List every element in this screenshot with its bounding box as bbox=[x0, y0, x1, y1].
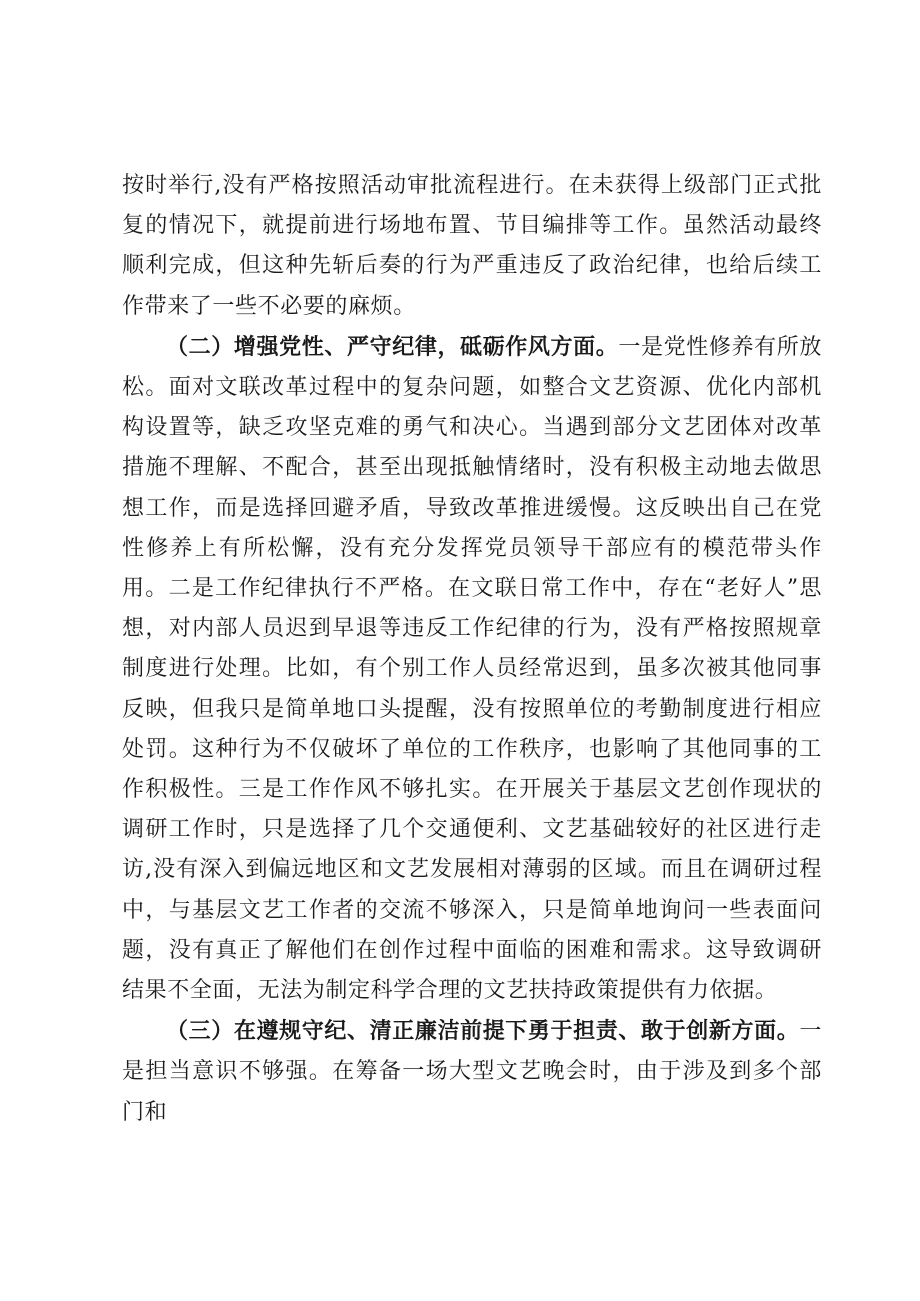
paragraph-continuation bbox=[122, 166, 822, 327]
paragraph-text: 一是党性修养有所放松。面对文联改革过程中的复杂问题，如整合文艺资源、优化内部机构设置等，缺乏攻坚克难的勇气和决心。当遇到部分文艺团体对改革措施不理解、不配合，甚至出现抵触情绪时，没有积极主动地去做思想工作，而是选择回避矛盾，导致改革推进缓慢。这反映出自己在党性修养上有所松懈，没有充分发挥党员领导干部应有的模范带头作用。二是工作纪律执行不严格。在文联日常工作中，存在“老好人”思想，对内部人员迟到早退等违反工作纪律的行为，没有严格按照规章制度进行处理。比如，有个别工作人员经常迟到，虽多次被其他同事反映，但我只是简单地口头提醒，没有按照单位的考勤制度进行相应处罚。这种行为不仅破坏了单位的工作秩序，也影响了其他同事的工作积极性。三是工作作风不够扎实。在开展关于基层文艺创作现状的调研工作时，只是选择了几个交通便利、文艺基础较好的社区进行走访,没有深入到偏远地区和文艺发展相对薄弱的区域。而且在调研过程中，与基层文艺工作者的交流不够深入，只是简单地询问一些表面问题，没有真正了解他们在创作过程中面临的困难和需求。这导致调研结果不全面，无法为制定科学合理的文艺扶持政策提供有力依据。 bbox=[122, 334, 822, 1004]
paragraph-text: 按时举行,没有严格按照活动审批流程进行。在未获得上级部门正式批复的情况下，就提前进行场地布置、节目编排等工作。虽然活动最终顺利完成，但这种先斩后奏的行为严重违反了政治纪律，也给后续工作带来了一些不必要的麻烦。 bbox=[122, 173, 822, 319]
paragraph-text: 一是担当意识不够强。在筹备一场大型文艺晚会时，由于涉及到多个部门和 bbox=[122, 1019, 822, 1125]
section-heading: （三）在遵规守纪、清正廉洁前提下勇于担责、敢于创新方面。 bbox=[166, 1018, 800, 1045]
section-heading: （二）增强党性、严守纪律，砥砺作风方面。 bbox=[166, 333, 619, 360]
paragraph-section-3 bbox=[122, 1011, 822, 1133]
paragraph-section-2 bbox=[122, 327, 822, 1011]
document-body bbox=[122, 166, 822, 1133]
